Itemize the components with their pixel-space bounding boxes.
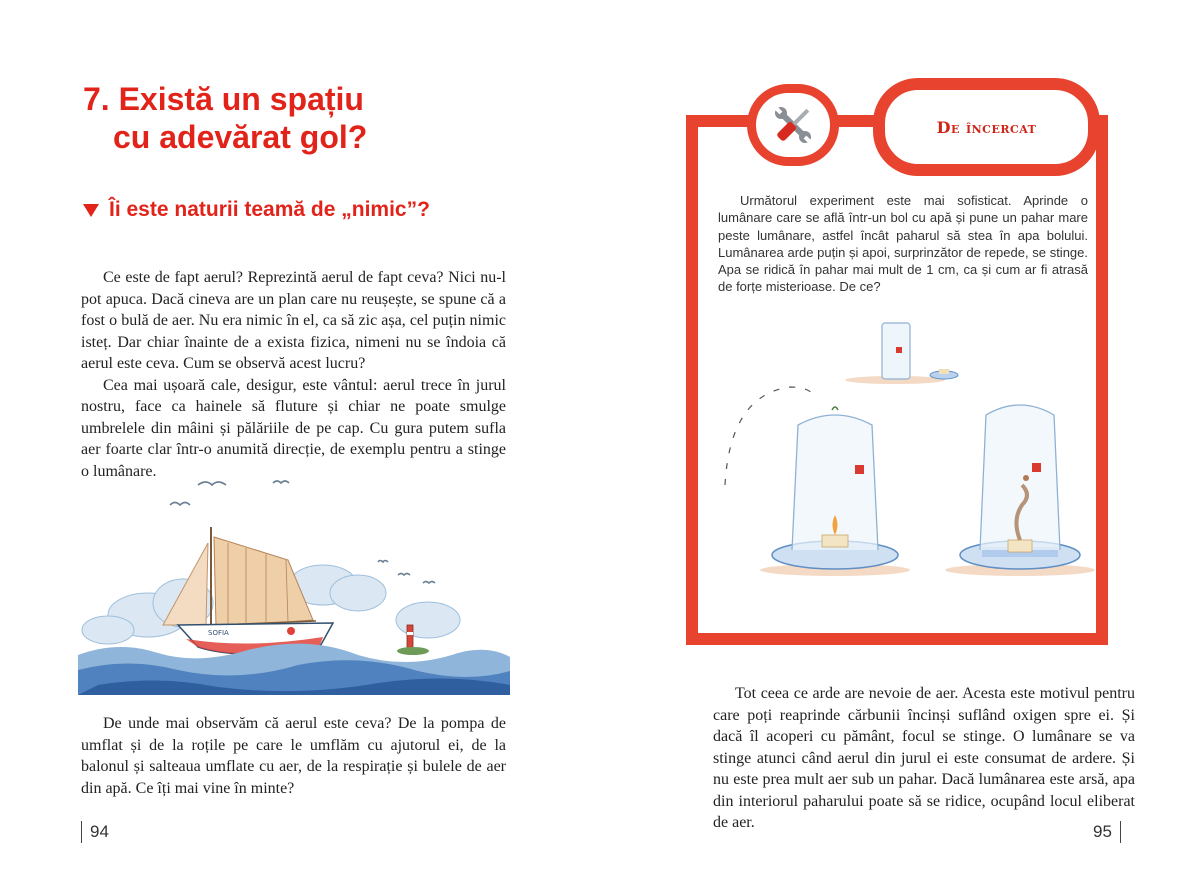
divider — [1120, 821, 1121, 843]
right-page — [600, 0, 1200, 893]
divider — [81, 821, 82, 843]
paragraph: Următorul experiment este mai sofisticat. Aprinde o lumânare care se află într-un bol cu apă și pune un pahar mare peste lumânare, astfel încât paharul să stea în apa bolului. Lumânarea arde puțin și apoi, surprinzător de repede, se stinge. Apa se ridică în pahar mai mult de 1 cm, ca și cum ar fi atrasă de forțe misterioase. De ce? — [718, 193, 1088, 295]
right-body-text — [713, 683, 1135, 834]
chapter-title-line2: cu adevărat gol? — [113, 119, 368, 155]
boat-name: SOFIA — [208, 629, 229, 637]
page-number-text: 95 — [1093, 822, 1112, 841]
candle-experiment-illustration — [710, 315, 1095, 585]
section-heading-text: Îi este naturii teamă de „nimic”? — [109, 198, 430, 221]
triangle-bullet-icon — [83, 204, 99, 217]
chapter-title — [83, 80, 503, 156]
box-title-badge — [873, 78, 1100, 176]
paragraph: Tot ceea ce arde are nevoie de aer. Acesta este motivul pentru care poți reaprinde cărbunii încinși suflând oxigen spre ei. Și dacă îl acoperi cu pământ, focul se stinge. O lumânare se va stinge atunci când aerul din jurul ei este consumat de ardere. Și nu este prea mult aer sub un pahar. Dacă lumânarea este arsă, apa din interiorul paharului poate să se ridice, ocupând locul eliberat de aer. — [713, 685, 1135, 831]
paragraph: Ce este de fapt aerul? Reprezintă aerul de fapt ceva? Nici nu-l pot apuca. Dacă cineva are un plan care nu reușește, se spune că a fost o bulă de aer. Nu era nimic în el, ca să zic așa, cel puțin nimic isteț. Dar chiar înainte de a exista fizica, nimeni nu se îndoia că aerul este ceva. Cum se observă acest lucru? — [81, 269, 506, 372]
box-title: De încercat — [936, 117, 1037, 137]
left-body-text-bottom — [81, 713, 506, 799]
sailboat-illustration — [78, 465, 510, 695]
chapter-title-line1: 7. Există un spațiu — [83, 81, 364, 117]
birds — [170, 481, 435, 583]
tool-badge — [747, 84, 839, 166]
section-heading — [83, 198, 503, 222]
paragraph: De unde mai observăm că aerul este ceva? De la pompa de umflat și de la roțile pe care le umflăm cu ajutorul ei, de la balonul și salteaua umflate cu aer, de la respirație și bulele de aer din apă. Ce îți mai vine în minte? — [81, 715, 506, 797]
wrench-screwdriver-icon — [770, 102, 816, 148]
left-body-text — [81, 267, 506, 482]
page-number-right — [1093, 821, 1121, 843]
paragraph: Cea mai ușoară cale, desigur, este vântul: aerul trece în jurul nostru, face ca hainele să fluture și chiar ne poate smulge umbrelele din mâini și pălăriile de pe cap. Cu gura putem sufla aer foarte clar într-o anumită direcție, de exemplu pentru a stinge o lumânare. — [81, 376, 506, 480]
page-number-text: 94 — [90, 822, 109, 841]
page-number-left — [81, 821, 109, 843]
experiment-text — [718, 192, 1088, 296]
